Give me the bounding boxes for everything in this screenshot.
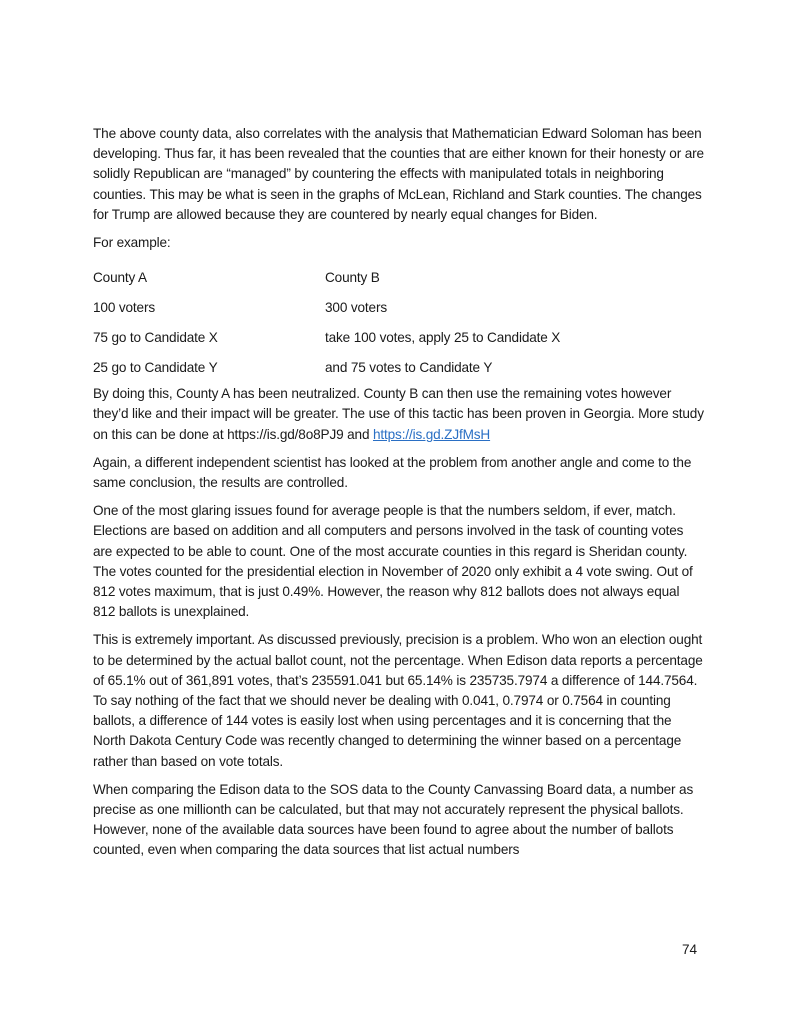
county-b-cell: take 100 votes, apply 25 to Candidate X: [325, 330, 561, 346]
county-a-cell: 100 voters: [93, 300, 155, 316]
example-table: [93, 268, 705, 384]
document-page: [93, 124, 705, 869]
paragraph-neutralized: [93, 384, 705, 445]
paragraph-independent-scientist: Again, a different independent scientist has looked at the problem from another angle and come to the same conclusion, the results are controlled.: [93, 454, 692, 491]
isgd-link[interactable]: https://is.gd.ZJfMsH: [372, 426, 491, 442]
county-a-cell: 25 go to Candidate Y: [93, 360, 218, 376]
page-number: 74: [682, 942, 698, 957]
example-row: [93, 358, 705, 384]
paragraph-sheridan-county: One of the most glaring issues found for average people is that the numbers seldom, if ever, match. Elections are based on addition and all computers and persons involved in the task of counting votes are expected to be able to count. One of the most accurate counties in this regard is Sheridan county. The votes counted for the presidential election in November of 2020 only exhibit a 4 vote swing. Out of 812 votes maximum, that is just 0.49%. However, the reason why 812 ballots does not always equal 812 ballots is unexplained.: [93, 503, 693, 620]
example-row: [93, 298, 705, 328]
example-row: [93, 328, 705, 358]
county-a-cell: 75 go to Candidate X: [93, 330, 218, 346]
county-b-cell: County B: [325, 270, 380, 286]
county-a-cell: County A: [93, 270, 147, 286]
county-b-cell: 300 voters: [325, 300, 387, 316]
example-row: [93, 268, 705, 298]
paragraph-neutralized-text: By doing this, County A has been neutralized. County B can then use the remaining votes however they’d like and their impact will be greater. The use of this tactic has been proven in Georgia. More study on this can be done at https://is.gd/8o8PJ9 and: [93, 386, 704, 442]
paragraph-data-sources: When comparing the Edison data to the SOS data to the County Canvassing Board data, a number as precise as one millionth can be calculated, but that may not accurately represent the physical ballots. However, none of the available data sources have been found to agree about the number of ballots counted, even when comparing the data sources that list actual numbers: [93, 781, 694, 858]
paragraph-for-example: For example:: [93, 235, 171, 251]
paragraph-soloman-analysis: The above county data, also correlates with the analysis that Mathematician Edward Soloman has been developing. Thus far, it has been revealed that the counties that are either known for their honesty or are solidly Republican are “managed” by countering the effects with manipulated totals in neighboring counties. This may be what is seen in the graphs of McLean, Richland and Stark counties. The changes for Trump are allowed because they are countered by nearly equal changes for Biden.: [93, 126, 704, 222]
paragraph-precision: This is extremely important. As discussed previously, precision is a problem. Who won an election ought to be determined by the actual ballot count, not the percentage. When Edison data reports a percentage of 65.1% out of 361,891 votes, that’s 235591.041 but 65.14% is 235735.7974 a difference of 144.7564. To say nothing of the fact that we should never be dealing with 0.041, 0.7974 or 0.7564 in counting ballots, a difference of 144 votes is easily lost when using percentages and it is concerning that the North Dakota Century Code was recently changed to determining the winner based on a percentage rather than based on vote totals.: [93, 632, 703, 769]
county-b-cell: and 75 votes to Candidate Y: [325, 360, 493, 376]
